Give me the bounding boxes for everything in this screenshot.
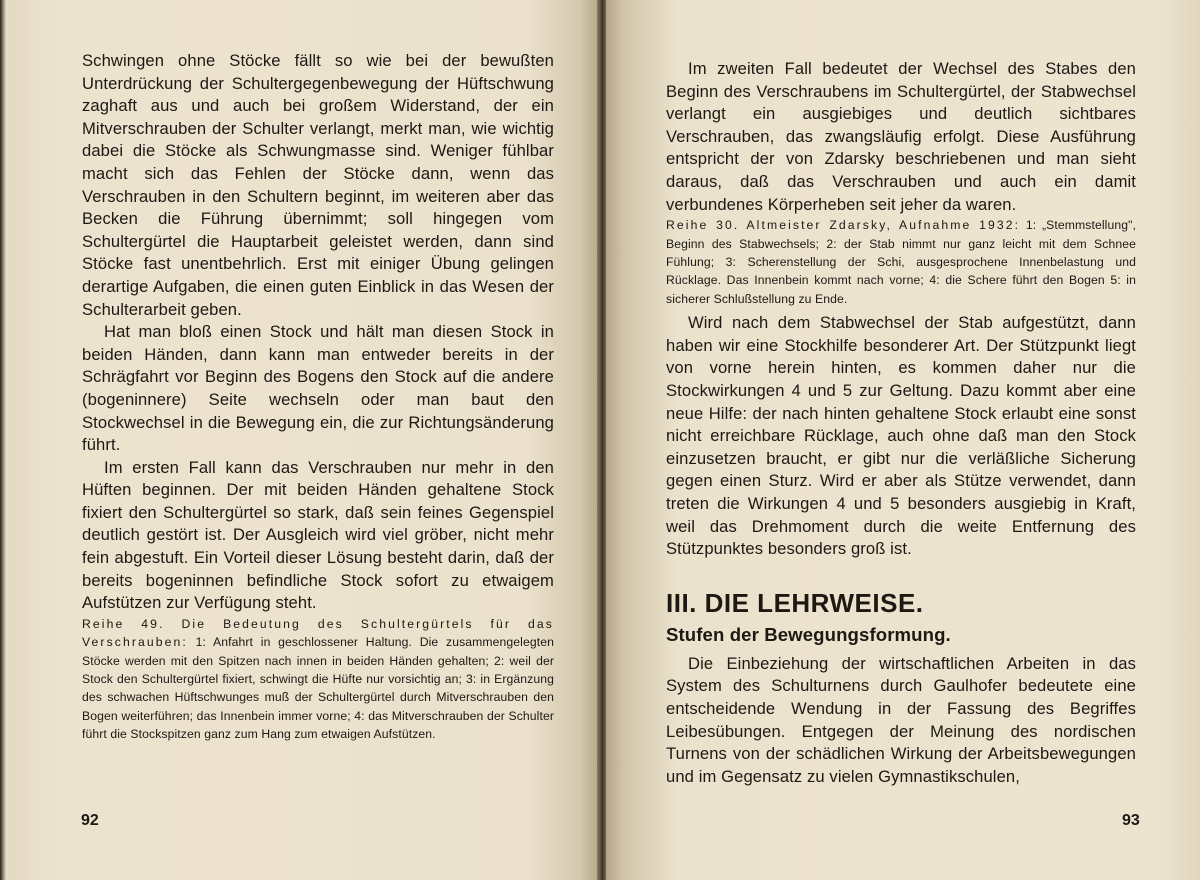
right-paragraph-1: Im zweiten Fall bedeutet der Wechsel des Stabes den Beginn des Verschraubens im Schultergürtel, der Stabwechsel verlangt ein ausgiebiges und deutlich sichtbares Verschrauben, das zwangsläufig erfolgt. Diese Ausführung entspricht der von Zdarsky beschriebenen und man sieht daraus, daß das Verschrauben und auch ein damit verbundenes Körperheben seit jeher da waren. (666, 59, 1136, 214)
right-paragraph-3: Die Einbeziehung der wirtschaftlichen Arbeiten in das System des Schulturnens durch Gaulhofer bedeutete eine entscheidende Wendung in der Fassung des Begriffes Leibesübungen. Entgegen der Meinung des nordischen Turnens von der schädlichen Wirkung der Arbeitsbewegungen und im Gegensatz zu vielen Gymnastikschulen, (666, 653, 1136, 786)
left-paragraph-1: Schwingen ohne Stöcke fällt so wie bei der bewußten Unterdrückung der Schultergegenbewegung der Hüftschwung zaghaft aus und auch bei großem Widerstand, der ein Mitverschrauben der Schulter verlangt, merkt man, wie wichtig dabei die Stöcke als Schwungmasse sind. Weniger fühlbar macht sich das Fehlen der Stöcke dann, wenn das Verschrauben in den Schultern beginnt, im weiteren aber das Becken die Führung übernimmt; soll hingegen vom Schultergürtel die Hauptarbeit geleistet werden, dann sind Stöcke fast unentbehrlich. Erst mit einiger Übung gelingen derartige Aufgaben, die einen guten Einblick in das Wesen der Schulterarbeit geben. (82, 51, 554, 319)
left-page-text-column (82, 50, 554, 744)
right-figure-caption (666, 216, 1136, 308)
right-caption-text: 1: „Stemmstellung", Beginn des Stabwechsels; 2: der Stab nimmt nur ganz leicht mit dem Schnee Fühlung; 3: Scherenstellung der Schi, ausgesprochene Innenbelastung und Rücklage. Das Innenbein kommt nach vorne; 4: die Schere führt den Bogen 5: in sicherer Schlußstellung zu Ende. (666, 218, 1136, 306)
right-paragraph-2: Wird nach dem Stabwechsel der Stab aufgestützt, dann haben wir eine Stockhilfe besonderer Art. Der Stützpunkt liegt von vorne herein hinten, es kommen daher nur die Stockwirkungen 4 und 5 zur Geltung. Dazu kommt aber eine neue Hilfe: der nach hinten gehaltene Stock erlaubt eine sonst nicht erreichbare Rücklage, auch ohne daß man den Stock einzusetzen braucht, er gibt nur die verläßliche Sicherung gegen einen Sturz. Wird er aber als Stütze verwendet, dann treten die Wirkungen 4 und 5 besonders ausgiebig in Kraft, weil das Drehmoment durch die weite Entfernung des Stützpunktes besonders groß ist. (666, 313, 1136, 559)
left-paragraph-3: Im ersten Fall kann das Verschrauben nur mehr in den Hüften beginnen. Der mit beiden Händen gehaltene Stock fixiert den Schultergürtel so stark, daß sein feines Gegenspiel deutlich gestört ist. Der Ausgleich wird viel gröber, nicht mehr fein abgestuft. Ein Vorteil dieser Lösung besteht darin, daß der bereits bogeninnen befindliche Stock sofort zu etwaigem Aufstützen zur Verfügung steht. (82, 457, 554, 613)
right-page-text-column (666, 58, 1136, 788)
right-page (606, 0, 1200, 880)
right-page-number: 93 (1122, 812, 1140, 829)
left-figure-caption (82, 615, 554, 744)
left-caption-lead: Reihe 49. Die Bedeutung des Schultergürtels für das Verschrauben: (82, 616, 554, 650)
left-caption-text: 1: Anfahrt in geschlossener Haltung. Die zusammengelegten Stöcke werden mit den Spitzen nach innen in beiden Händen gehalten; 2: weil der Stock den Schultergürtel fixiert, schwingt die Hüfte nur vorsichtig an; 3: in Ergänzung des schwachen Hüftschwunges muß der Schultergürtel durch Mitverschrauben den Bogen weiterführen; das Innenbein immer vorne; 4: das Mitverschrauben der Schulter führt die Stockspitzen ganz zum Hang zum etwaigen Aufstützen. (82, 635, 554, 742)
section-heading: Stufen der Bewegungsformung. (666, 623, 951, 645)
left-paragraph-2: Hat man bloß einen Stock und hält man diesen Stock in beiden Händen, dann kann man entweder bereits in der Schrägfahrt vor Beginn des Bogens den Stock auf die andere (bogeninnere) Seite wechseln oder man baut den Stockwechsel in die Bewegung ein, die zur Richtungsänderung führt. (82, 322, 554, 455)
left-page (8, 0, 598, 880)
left-page-number: 92 (81, 812, 99, 829)
right-caption-lead: Reihe 30. Altmeister Zdarsky, Aufnahme 1932: (666, 218, 1021, 233)
chapter-heading: III. DIE LEHRWEISE. (666, 587, 924, 618)
